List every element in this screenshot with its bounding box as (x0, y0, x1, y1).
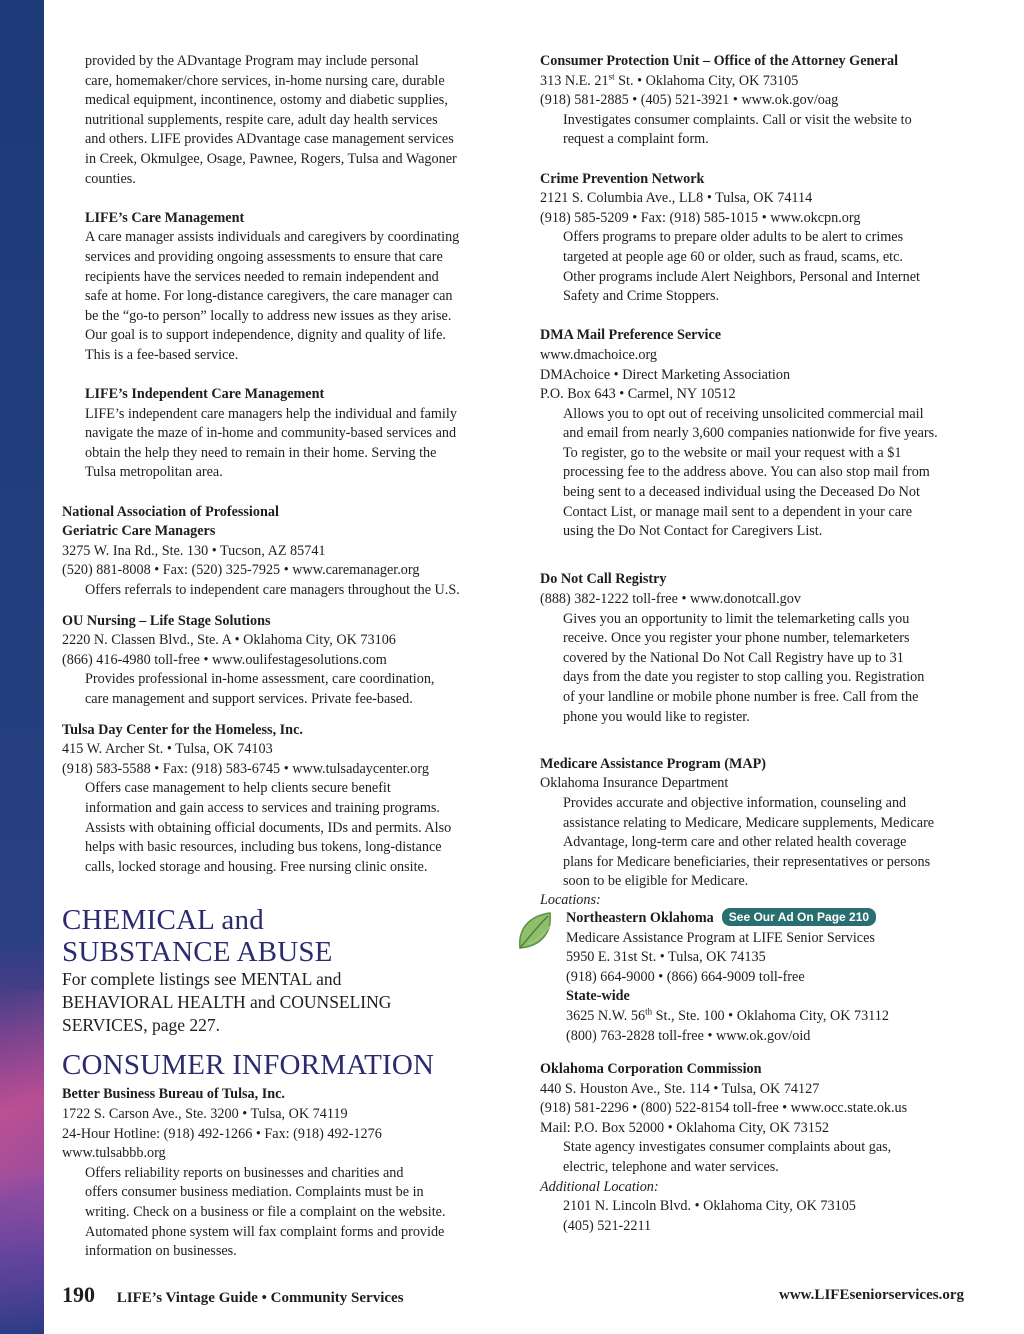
listing-description: phone you would like to register. (563, 708, 750, 725)
location-line: Medicare Assistance Program at LIFE Senior Services (566, 929, 875, 946)
listing-address: 3275 W. Ina Rd., Ste. 130 • Tucson, AZ 85741 (62, 542, 326, 559)
body-line: A care manager assists individuals and caregivers by coordinating (85, 229, 460, 246)
listing-description: care management and support services. Private fee-based. (85, 691, 413, 707)
section-subtext: For complete listings see MENTAL and (62, 969, 342, 990)
listing-description: days from the date you register to stop calling you. Registration (563, 669, 925, 686)
listing-description: Safety and Crime Stoppers. (563, 288, 720, 305)
location-line: (405) 521-2211 (563, 1217, 652, 1234)
chemical-substance-section (62, 904, 502, 1037)
listing-website[interactable]: www.dmachoice.org (540, 346, 658, 363)
listing-contact: (918) 581-2885 • (405) 521-3921 • www.ok.gov/oag (540, 92, 839, 109)
listing-bbb (62, 1085, 502, 1261)
listing-description: To register, go to the website or mail your request with a $1 (563, 444, 902, 461)
listing-description: Other programs include Alert Neighbors, Personal and Internet (563, 268, 920, 285)
listing-contact: (866) 416-4980 toll-free • www.oulifestagesolutions.com (62, 651, 387, 668)
listing-description: State agency investigates consumer complaints about gas, (563, 1139, 892, 1156)
location-line: 5950 E. 31st St. • Tulsa, OK 74135 (566, 949, 766, 966)
body-line: LIFE’s independent care managers help the individual and family (85, 405, 457, 422)
northeastern-location (540, 908, 980, 987)
listing-contact: 24-Hour Hotline: (918) 492-1266 • Fax: (918) 492-1276 (62, 1125, 382, 1142)
listing-address: 313 N.E. 21st St. • Oklahoma City, OK 73105 (540, 70, 799, 89)
page-number: 190 (62, 1282, 95, 1307)
section-subtext: BEHAVIORAL HEALTH and COUNSELING (62, 992, 392, 1013)
listing-description: helps with basic resources, including bus tokens, long-distance (85, 839, 442, 856)
listing-corporation-commission (540, 1060, 980, 1236)
listing-title: Geriatric Care Managers (62, 523, 216, 540)
listing-description: being sent to a deceased individual using the Deceased Do Not (563, 484, 920, 501)
listing-description: Provides professional in-home assessment, care coordination, (85, 671, 435, 688)
listing-title: Oklahoma Corporation Commission (540, 1061, 762, 1078)
left-column (62, 52, 502, 1273)
listing-contact: (918) 581-2296 • (800) 522-8154 toll-free • www.occ.state.ok.us (540, 1100, 908, 1117)
body-line: This is a fee-based service. (85, 346, 239, 363)
statewide-location (540, 987, 980, 1046)
listing-mail: Mail: P.O. Box 52000 • Oklahoma City, OK 73152 (540, 1119, 829, 1136)
ad-page-badge[interactable]: See Our Ad On Page 210 (722, 908, 876, 926)
body-line: services and providing ongoing assessments to ensure that care (85, 248, 443, 265)
listing-tulsa-day-center (62, 721, 502, 878)
section-heading: CHEMICAL and (62, 904, 264, 937)
listing-address: 440 S. Houston Ave., Ste. 114 • Tulsa, OK 74127 (540, 1080, 820, 1097)
listing-address: 2121 S. Columbia Ave., LL8 • Tulsa, OK 74114 (540, 190, 813, 207)
body-line: safe at home. For long-distance caregivers, the care manager can (85, 288, 453, 305)
decorative-sidebar (0, 0, 44, 1334)
listing-title: Crime Prevention Network (540, 170, 705, 187)
body-line: Our goal is to support independence, dignity and quality of life. (85, 327, 446, 344)
body-line: obtain the help they need to remain in their home. Serving the (85, 444, 437, 461)
section-title: LIFE’s Independent Care Management (85, 386, 325, 403)
intro-line: care, homemaker/chore services, in-home nursing care, durable (85, 72, 445, 89)
listing-description: receive. Once you register your phone number, telemarketers (563, 630, 910, 647)
listing-address: 1722 S. Carson Ave., Ste. 3200 • Tulsa, OK 74119 (62, 1105, 348, 1122)
location-line: 2101 N. Lincoln Blvd. • Oklahoma City, OK 73105 (563, 1198, 856, 1215)
footer-title: LIFE’s Vintage Guide • Community Services (116, 1290, 404, 1306)
independent-care-management-section (62, 385, 502, 483)
listing-title: National Association of Professional (62, 503, 279, 520)
location-title: State-wide (566, 988, 630, 1005)
listing-description: Assists with obtaining official documents, IDs and permits. Also (85, 819, 452, 836)
listing-do-not-call (540, 570, 980, 727)
listing-description: information on businesses. (85, 1243, 237, 1260)
listing-website[interactable]: www.tulsabbb.org (62, 1145, 166, 1162)
listing-title: Better Business Bureau of Tulsa, Inc. (62, 1086, 285, 1103)
listing-description: Advantage, long-term care and other related health coverage (563, 834, 907, 851)
listing-description: assistance relating to Medicare, Medicare supplements, Medicare (563, 814, 935, 831)
listing-description: Gives you an opportunity to limit the telemarketing calls you (563, 610, 910, 627)
intro-line: medical equipment, incontinence, ostomy and diabetic supplies, (85, 92, 448, 109)
listing-description: Contact List, or manage mail sent to a dependent in your care (563, 503, 913, 520)
listing-title: Tulsa Day Center for the Homeless, Inc. (62, 721, 303, 738)
listing-attorney-general (540, 52, 980, 150)
listing-title: Consumer Protection Unit – Office of the Attorney General (540, 53, 899, 69)
listing-description: Automated phone system will fax complaint forms and provide (85, 1223, 445, 1240)
listing-description: targeted at people age 60 or older, such as fraud, scams, etc. (563, 248, 903, 265)
listing-title: Do Not Call Registry (540, 571, 667, 588)
listing-description: and email from nearly 3,600 companies nationwide for five years. (563, 425, 938, 442)
intro-line: in Creek, Okmulgee, Osage, Pawnee, Rogers, Tulsa and Wagoner (85, 150, 457, 167)
listing-description: calls, locked storage and housing. Free nursing clinic onsite. (85, 858, 428, 875)
listing-description: of your landline or mobile phone number is free. Call from the (563, 689, 919, 705)
listing-description: processing fee to the address above. You can also stop mail from (563, 464, 930, 481)
listing-description: Offers reliability reports on businesses and charities and (85, 1164, 404, 1181)
listing-dma (540, 326, 980, 542)
location-line: (800) 763-2828 toll-free • www.ok.gov/oid (566, 1027, 811, 1044)
listing-title: OU Nursing – Life Stage Solutions (62, 612, 271, 629)
listing-description: writing. Check on a business or file a complaint on the website. (85, 1203, 446, 1220)
consumer-information-heading: CONSUMER INFORMATION (62, 1049, 435, 1082)
listing-address: 415 W. Archer St. • Tulsa, OK 74103 (62, 741, 273, 758)
leaf-icon (514, 908, 560, 954)
body-line: navigate the maze of in-home and community-based services and (85, 425, 457, 442)
listing-title: DMA Mail Preference Service (540, 327, 722, 344)
intro-line: provided by the ADvantage Program may include personal (85, 53, 419, 69)
right-column (540, 52, 980, 1236)
listing-description: electric, telephone and water services. (563, 1159, 779, 1176)
page-footer (62, 1282, 964, 1308)
listing-description: Provides accurate and objective information, counseling and (563, 794, 907, 811)
footer-url[interactable]: www.LIFEseniorservices.org (779, 1287, 964, 1303)
locations-label: Locations: (540, 891, 601, 908)
listing-contact: (888) 382-1222 toll-free • www.donotcall.gov (540, 591, 801, 608)
intro-line: and others. LIFE provides ADvantage case management services (85, 131, 454, 148)
listing-address: 2220 N. Classen Blvd., Ste. A • Oklahoma City, OK 73106 (62, 632, 396, 649)
listing-address: P.O. Box 643 • Carmel, NY 10512 (540, 386, 736, 403)
listing-description: Allows you to opt out of receiving unsolicited commercial mail (563, 405, 924, 422)
location-title: Northeastern Oklahoma (566, 909, 714, 926)
listing-contact: (918) 585-5209 • Fax: (918) 585-1015 • www.okcpn.org (540, 209, 861, 226)
listing-description: Investigates consumer complaints. Call or visit the website to (563, 111, 912, 128)
additional-location-label: Additional Location: (540, 1178, 659, 1195)
advantage-intro (62, 52, 502, 189)
sidebar-gradient-streak (0, 990, 44, 1330)
listing-description: soon to be eligible for Medicare. (563, 873, 749, 890)
listing-description: plans for Medicare beneficiaries, their representatives or persons (563, 853, 931, 870)
body-line: recipients have the services needed to remain independent and (85, 268, 439, 285)
listing-description: offers consumer business mediation. Complaints must be in (85, 1184, 424, 1201)
intro-line: nutritional supplements, respite care, adult day health services (85, 111, 438, 128)
listing-description: using the Do Not Contact for Caregivers List. (563, 523, 823, 540)
listing-description: Offers referrals to independent care managers throughout the U.S. (85, 582, 460, 599)
location-line: (918) 664-9000 • (866) 664-9009 toll-free (566, 968, 805, 985)
listing-title: Medicare Assistance Program (MAP) (540, 755, 767, 772)
section-title: LIFE’s Care Management (85, 209, 245, 226)
listing-contact: (520) 881-8008 • Fax: (520) 325-7925 • www.caremanager.org (62, 562, 420, 579)
listing-medicare-assistance (540, 755, 980, 1046)
body-line: Tulsa metropolitan area. (85, 464, 223, 481)
intro-line: counties. (85, 170, 136, 187)
listing-description: Offers case management to help clients secure benefit (85, 780, 391, 797)
listing-description: information and gain access to services and training programs. (85, 799, 440, 816)
care-management-section (62, 209, 502, 366)
location-line: 3625 N.W. 56th St., Ste. 100 • Oklahoma City, OK 73112 (566, 1006, 889, 1024)
section-heading: SUBSTANCE ABUSE (62, 936, 333, 969)
listing-description: covered by the National Do Not Call Registry have up to 31 (563, 649, 904, 666)
location-title-row (566, 908, 980, 929)
listing-organization: Oklahoma Insurance Department (540, 775, 729, 792)
section-subtext: SERVICES, page 227. (62, 1015, 221, 1036)
listing-ou-nursing (62, 612, 502, 710)
listing-description: request a complaint form. (563, 131, 709, 148)
body-line: be the “go-to person” locally to address new issues as they arise. (85, 307, 452, 324)
listing-crime-prevention (540, 170, 980, 307)
listing-organization: DMAchoice • Direct Marketing Association (540, 366, 791, 383)
listing-napgcm (62, 503, 502, 601)
listing-contact: (918) 583-5588 • Fax: (918) 583-6745 • www.tulsadaycenter.org (62, 760, 429, 777)
listing-description: Offers programs to prepare older adults to be alert to crimes (563, 229, 904, 246)
